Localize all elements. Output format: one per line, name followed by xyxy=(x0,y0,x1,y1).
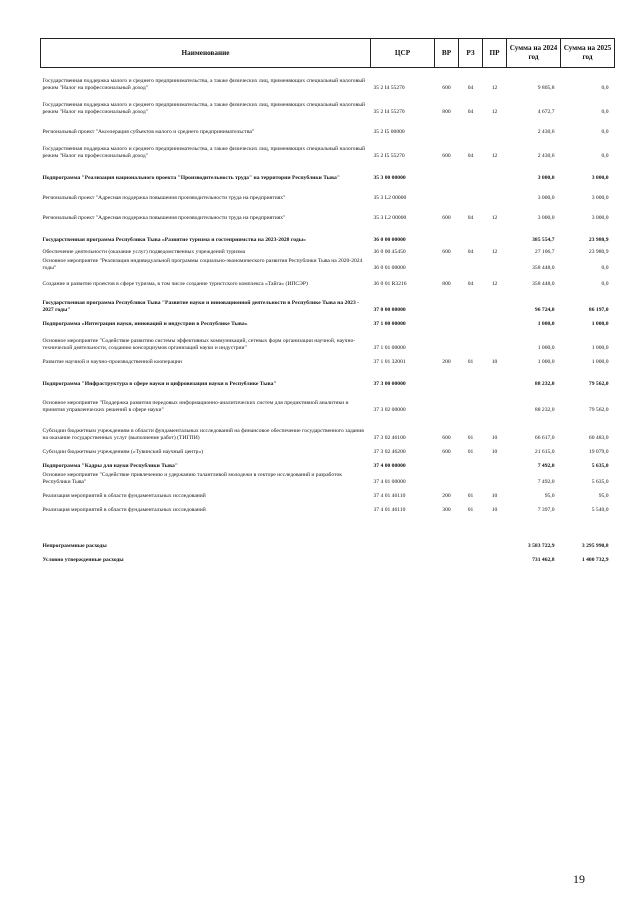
row-pr xyxy=(483,116,507,136)
row-csr: 36 0 01 00000 xyxy=(373,264,406,271)
row-vr xyxy=(435,366,459,388)
row-sum-2025: 3 000,0 xyxy=(591,174,609,181)
row-csr: 35 2 I5 00000 xyxy=(373,128,405,135)
row-sum-2025: 23 980,9 xyxy=(588,236,609,243)
row-csr: 37 3 02 46100 xyxy=(373,434,406,441)
table-body xyxy=(41,68,615,564)
row-name xyxy=(41,514,371,536)
row-rz: 04 xyxy=(467,84,474,91)
row-csr: 37 4 01 46110 xyxy=(373,492,406,499)
row-name: Реализация мероприятий в области фундаментальных исследований xyxy=(42,506,206,513)
row-vr xyxy=(435,514,459,536)
row-name: Региональный проект "Адресная поддержка повышения производительности труда на предприятиях" xyxy=(42,194,286,201)
header-name: Наименование xyxy=(41,39,371,68)
row-sum-2024: 2 430,6 xyxy=(537,152,555,159)
row-sum-2024: 2 430,6 xyxy=(537,128,555,135)
row-sum-2024: 88 232,0 xyxy=(534,380,555,387)
budget-table xyxy=(40,38,615,564)
row-sum-2024: 96 724,0 xyxy=(534,306,555,313)
table-row xyxy=(41,470,615,486)
row-sum-2025: 1 000,0 xyxy=(591,344,609,351)
row-vr xyxy=(435,314,459,328)
row-name: Подпрограмма "Кадры для науки Республики Тыва" xyxy=(42,462,178,469)
row-pr xyxy=(483,314,507,328)
row-pr xyxy=(483,470,507,486)
row-vr: 600 xyxy=(442,448,451,455)
row-name: Региональный проект "Акселерация субъектов малого и среднего предпринимательства" xyxy=(42,128,255,135)
row-sum-2025: 1 000,0 xyxy=(591,320,609,327)
row-vr xyxy=(435,222,459,244)
table-row xyxy=(41,456,615,470)
row-csr: 37 1 01 00000 xyxy=(373,344,406,351)
row-name: Развитие научной и научно-производственной кооперации xyxy=(42,358,182,365)
row-sum-2024: 385 554,7 xyxy=(532,236,555,243)
header-row xyxy=(41,39,615,68)
row-rz xyxy=(459,160,483,182)
row-sum-2024: 7 492,0 xyxy=(537,478,555,485)
row-vr: 600 xyxy=(442,152,451,159)
row-sum-2024: 731 462,8 xyxy=(532,556,555,563)
header-sum-2025: Сумма на 2025 год xyxy=(561,39,615,68)
table-row xyxy=(41,288,615,314)
table-row xyxy=(41,222,615,244)
row-csr xyxy=(371,514,435,536)
row-pr: 10 xyxy=(491,434,498,441)
row-vr: 800 xyxy=(442,280,451,287)
table-row xyxy=(41,256,615,272)
row-rz xyxy=(459,314,483,328)
row-csr: 36 0 01 R3216 xyxy=(373,280,407,287)
table-row xyxy=(41,202,615,222)
row-pr: 12 xyxy=(491,280,498,287)
row-csr xyxy=(371,536,435,550)
row-rz xyxy=(459,222,483,244)
row-pr xyxy=(483,550,507,564)
row-rz xyxy=(459,116,483,136)
row-name: Подпрограмма "Инфраструктура в сфере науки и цифровизация науки в Республике Тыва" xyxy=(42,380,277,387)
row-pr xyxy=(483,514,507,536)
row-csr: 37 1 01 32001 xyxy=(373,358,406,365)
row-csr: 36 0 00 45450 xyxy=(373,248,406,255)
row-sum-2024: 3 583 722,9 xyxy=(527,542,555,549)
row-vr xyxy=(435,256,459,272)
row-name: Основное мероприятие "Содействие развитию системы эффективных коммуникаций, сетевых форм организации научной, научно-технической деятельности, созданию консорциумов организаций науки и индустрии" xyxy=(42,337,356,351)
row-name: Условно утвержденные расходы xyxy=(42,556,124,563)
row-rz xyxy=(459,256,483,272)
row-csr: 37 4 01 46110 xyxy=(373,506,406,513)
row-sum-2025: 23 980,9 xyxy=(588,248,609,255)
row-sum-2024: 1 000,0 xyxy=(537,320,555,327)
row-pr xyxy=(483,256,507,272)
row-vr: 200 xyxy=(442,358,451,365)
row-pr xyxy=(483,536,507,550)
row-csr: 35 2 I4 55270 xyxy=(373,84,405,91)
row-csr: 35 3 00 00000 xyxy=(373,174,406,181)
row-sum-2025: 5 540,0 xyxy=(591,506,609,513)
row-csr: 37 4 01 00000 xyxy=(373,478,406,485)
row-name: Основное мероприятие "Поддержка развития передовых информационно-аналитических систем для предиктивной аналитики и принятия управленческих решений в сфере науки" xyxy=(42,399,349,413)
row-name: Основное мероприятие "Реализация индивидуальной программы социально-экономического развития Республики Тыва на 2020-2024 годы" xyxy=(42,257,363,271)
row-vr xyxy=(435,288,459,314)
table-row xyxy=(41,442,615,456)
row-csr: 35 2 I5 55270 xyxy=(373,152,405,159)
table-row xyxy=(41,550,615,564)
row-rz: 04 xyxy=(467,152,474,159)
row-csr: 37 1 00 00000 xyxy=(373,320,406,327)
row-pr xyxy=(483,288,507,314)
row-name: Основное мероприятие "Содействие привлечению и удержанию талантливой молодежи в секторе исследований и разработок Республики Тыва" xyxy=(42,471,343,485)
row-rz: 01 xyxy=(467,492,474,499)
row-name: Подпрограмма «Интеграция науки, инноваций и индустрии в Республике Тыва» xyxy=(42,320,248,327)
header-vr: ВР xyxy=(435,39,459,68)
row-sum-2025: 5 635,0 xyxy=(591,478,609,485)
row-sum-2025: 79 562,0 xyxy=(588,406,609,413)
table-row xyxy=(41,388,615,414)
row-sum-2025 xyxy=(561,514,615,536)
row-rz xyxy=(459,182,483,202)
row-sum-2024: 66 617,0 xyxy=(534,434,555,441)
row-sum-2025: 0,0 xyxy=(601,128,609,135)
row-sum-2025: 3 295 990,8 xyxy=(581,542,609,549)
row-rz: 01 xyxy=(467,434,474,441)
row-csr: 37 0 00 00000 xyxy=(373,306,406,313)
table-row xyxy=(41,244,615,256)
row-vr xyxy=(435,536,459,550)
row-vr xyxy=(435,182,459,202)
row-sum-2024: 3 000,0 xyxy=(537,214,555,221)
row-sum-2024: 3 000,0 xyxy=(537,194,555,201)
row-vr xyxy=(435,328,459,352)
row-csr: 36 0 00 00000 xyxy=(373,236,406,243)
row-name: Реализация мероприятий в области фундаментальных исследований xyxy=(42,492,206,499)
row-vr xyxy=(435,160,459,182)
row-sum-2025: 0,0 xyxy=(601,84,609,91)
row-rz xyxy=(459,366,483,388)
row-csr: 35 3 L2 00000 xyxy=(373,214,407,221)
row-name: Государственная поддержка малого и среднего предпринимательства, а также физических лиц, применяющих специальный налоговый режим "Налог на профессиональный доход" xyxy=(42,145,365,159)
row-sum-2024: 1 000,0 xyxy=(537,358,555,365)
row-pr: 10 xyxy=(491,506,498,513)
row-name: Создание и развитие проектов в сфере туризма, в том числе создание туристского комплекса «Тайга» (ИПСЭР) xyxy=(42,280,308,287)
row-pr: 12 xyxy=(491,248,498,255)
row-pr: 10 xyxy=(491,492,498,499)
table-row xyxy=(41,328,615,352)
row-rz xyxy=(459,514,483,536)
table-row xyxy=(41,116,615,136)
row-sum-2024: 4 672,7 xyxy=(537,108,555,115)
row-pr: 12 xyxy=(491,152,498,159)
row-rz xyxy=(459,550,483,564)
row-rz xyxy=(459,328,483,352)
row-sum-2024: 1 000,0 xyxy=(537,344,555,351)
row-rz: 04 xyxy=(467,248,474,255)
row-rz: 04 xyxy=(467,280,474,287)
page-number: 19 xyxy=(573,872,585,886)
row-csr xyxy=(371,550,435,564)
table-row xyxy=(41,136,615,160)
row-sum-2024: 21 615,0 xyxy=(534,448,555,455)
row-sum-2025: 79 562,0 xyxy=(588,380,609,387)
row-sum-2024: 7 397,0 xyxy=(537,506,555,513)
table-row xyxy=(41,366,615,388)
row-sum-2024: 27 106,7 xyxy=(534,248,555,255)
row-sum-2025: 0,0 xyxy=(601,264,609,271)
row-vr xyxy=(435,388,459,414)
row-rz xyxy=(459,288,483,314)
table-row xyxy=(41,68,615,92)
row-sum-2025: 1 400 732,9 xyxy=(581,556,609,563)
row-name: Подпрограмма "Реализация национального проекта "Производительность труда" на территории Республики Тыва" xyxy=(42,174,340,181)
row-name: Субсидии бюджетным учреждениям в области фундаментальных исследований на финансовое обеспечение государственного задания на оказание государственных услуг (выполнение работ) (ТИГПИ) xyxy=(42,427,364,441)
table-row xyxy=(41,352,615,366)
row-sum-2024: 358 448,0 xyxy=(532,280,555,287)
table-header xyxy=(41,39,615,68)
row-sum-2025: 0,0 xyxy=(601,152,609,159)
table-row xyxy=(41,160,615,182)
header-pr: ПР xyxy=(483,39,507,68)
row-sum-2025: 95,0 xyxy=(598,492,609,499)
row-csr: 37 3 02 00000 xyxy=(373,406,406,413)
row-vr: 800 xyxy=(442,108,451,115)
row-sum-2025: 3 000,0 xyxy=(591,194,609,201)
row-sum-2025: 0,0 xyxy=(601,280,609,287)
row-vr: 300 xyxy=(442,506,451,513)
row-vr: 600 xyxy=(442,84,451,91)
row-name: Государственная поддержка малого и среднего предпринимательства, а также физических лиц, применяющих специальный налоговый режим "Налог на профессиональный доход" xyxy=(42,77,365,91)
row-sum-2025: 19 079,0 xyxy=(588,448,609,455)
row-rz: 01 xyxy=(467,506,474,513)
row-vr: 600 xyxy=(442,248,451,255)
row-pr: 10 xyxy=(491,358,498,365)
row-vr xyxy=(435,470,459,486)
row-rz xyxy=(459,470,483,486)
header-rz: РЗ xyxy=(459,39,483,68)
row-name: Государственная программа Республики Тыва «Развитие туризма и гостеприимства на 2023-2028 годы» xyxy=(42,236,306,243)
row-sum-2024 xyxy=(507,514,561,536)
row-vr xyxy=(435,456,459,470)
row-pr: 12 xyxy=(491,84,498,91)
row-pr xyxy=(483,456,507,470)
row-rz: 01 xyxy=(467,358,474,365)
table-row xyxy=(41,536,615,550)
row-vr: 600 xyxy=(442,434,451,441)
row-pr xyxy=(483,182,507,202)
row-csr: 35 2 I4 55270 xyxy=(373,108,405,115)
row-rz: 04 xyxy=(467,214,474,221)
table-row xyxy=(41,92,615,116)
row-name: Государственная программа Республики Тыва "Развитие науки и инновационной деятельности в Республике Тыва на 2023 - 2027 годы" xyxy=(42,299,360,313)
row-vr: 200 xyxy=(442,492,451,499)
row-csr: 37 3 02 46200 xyxy=(373,448,406,455)
row-name: Государственная поддержка малого и среднего предпринимательства, а также физических лиц, применяющих специальный налоговый режим "Налог на профессиональный доход" xyxy=(42,101,365,115)
row-rz xyxy=(459,456,483,470)
row-csr: 37 4 00 00000 xyxy=(373,462,406,469)
row-sum-2024: 88 232,0 xyxy=(534,406,555,413)
row-csr: 37 3 00 00000 xyxy=(373,380,406,387)
table-row xyxy=(41,314,615,328)
row-vr xyxy=(435,550,459,564)
row-vr xyxy=(435,116,459,136)
row-name: Обеспечение деятельности (оказание услуг) подведомственных учреждений туризма xyxy=(42,248,246,255)
row-rz xyxy=(459,388,483,414)
header-sum-2024: Сумма на 2024 год xyxy=(507,39,561,68)
table-row xyxy=(41,182,615,202)
table-row xyxy=(41,486,615,500)
row-sum-2025: 1 000,0 xyxy=(591,358,609,365)
table-row xyxy=(41,514,615,536)
row-rz xyxy=(459,536,483,550)
row-sum-2024: 3 000,0 xyxy=(537,174,555,181)
row-sum-2025: 0,0 xyxy=(601,108,609,115)
row-pr xyxy=(483,328,507,352)
row-name: Региональный проект "Адресная поддержка повышения производительности труда на предприятиях" xyxy=(42,214,286,221)
row-sum-2025: 60 483,0 xyxy=(588,434,609,441)
row-sum-2024: 95,0 xyxy=(544,492,555,499)
row-pr: 10 xyxy=(491,448,498,455)
row-sum-2024: 9 805,8 xyxy=(537,84,555,91)
row-sum-2025: 5 635,0 xyxy=(591,462,609,469)
row-pr xyxy=(483,160,507,182)
row-rz: 01 xyxy=(467,448,474,455)
row-pr: 12 xyxy=(491,108,498,115)
row-pr xyxy=(483,366,507,388)
row-csr: 35 3 L2 00000 xyxy=(373,194,407,201)
table-row xyxy=(41,500,615,514)
row-rz: 04 xyxy=(467,108,474,115)
row-name: Непрограммные расходы xyxy=(42,542,107,549)
table-row xyxy=(41,414,615,442)
table-row xyxy=(41,272,615,288)
row-name: Субсидии бюджетным учреждениям («Тувинский научный центр») xyxy=(42,448,204,455)
row-sum-2025: 86 197,0 xyxy=(588,306,609,313)
row-sum-2024: 7 492,0 xyxy=(537,462,555,469)
header-csr: ЦСР xyxy=(371,39,435,68)
row-vr: 600 xyxy=(442,214,451,221)
row-pr: 12 xyxy=(491,214,498,221)
row-sum-2025: 3 000,0 xyxy=(591,214,609,221)
row-pr xyxy=(483,222,507,244)
row-sum-2024: 358 448,0 xyxy=(532,264,555,271)
row-pr xyxy=(483,388,507,414)
